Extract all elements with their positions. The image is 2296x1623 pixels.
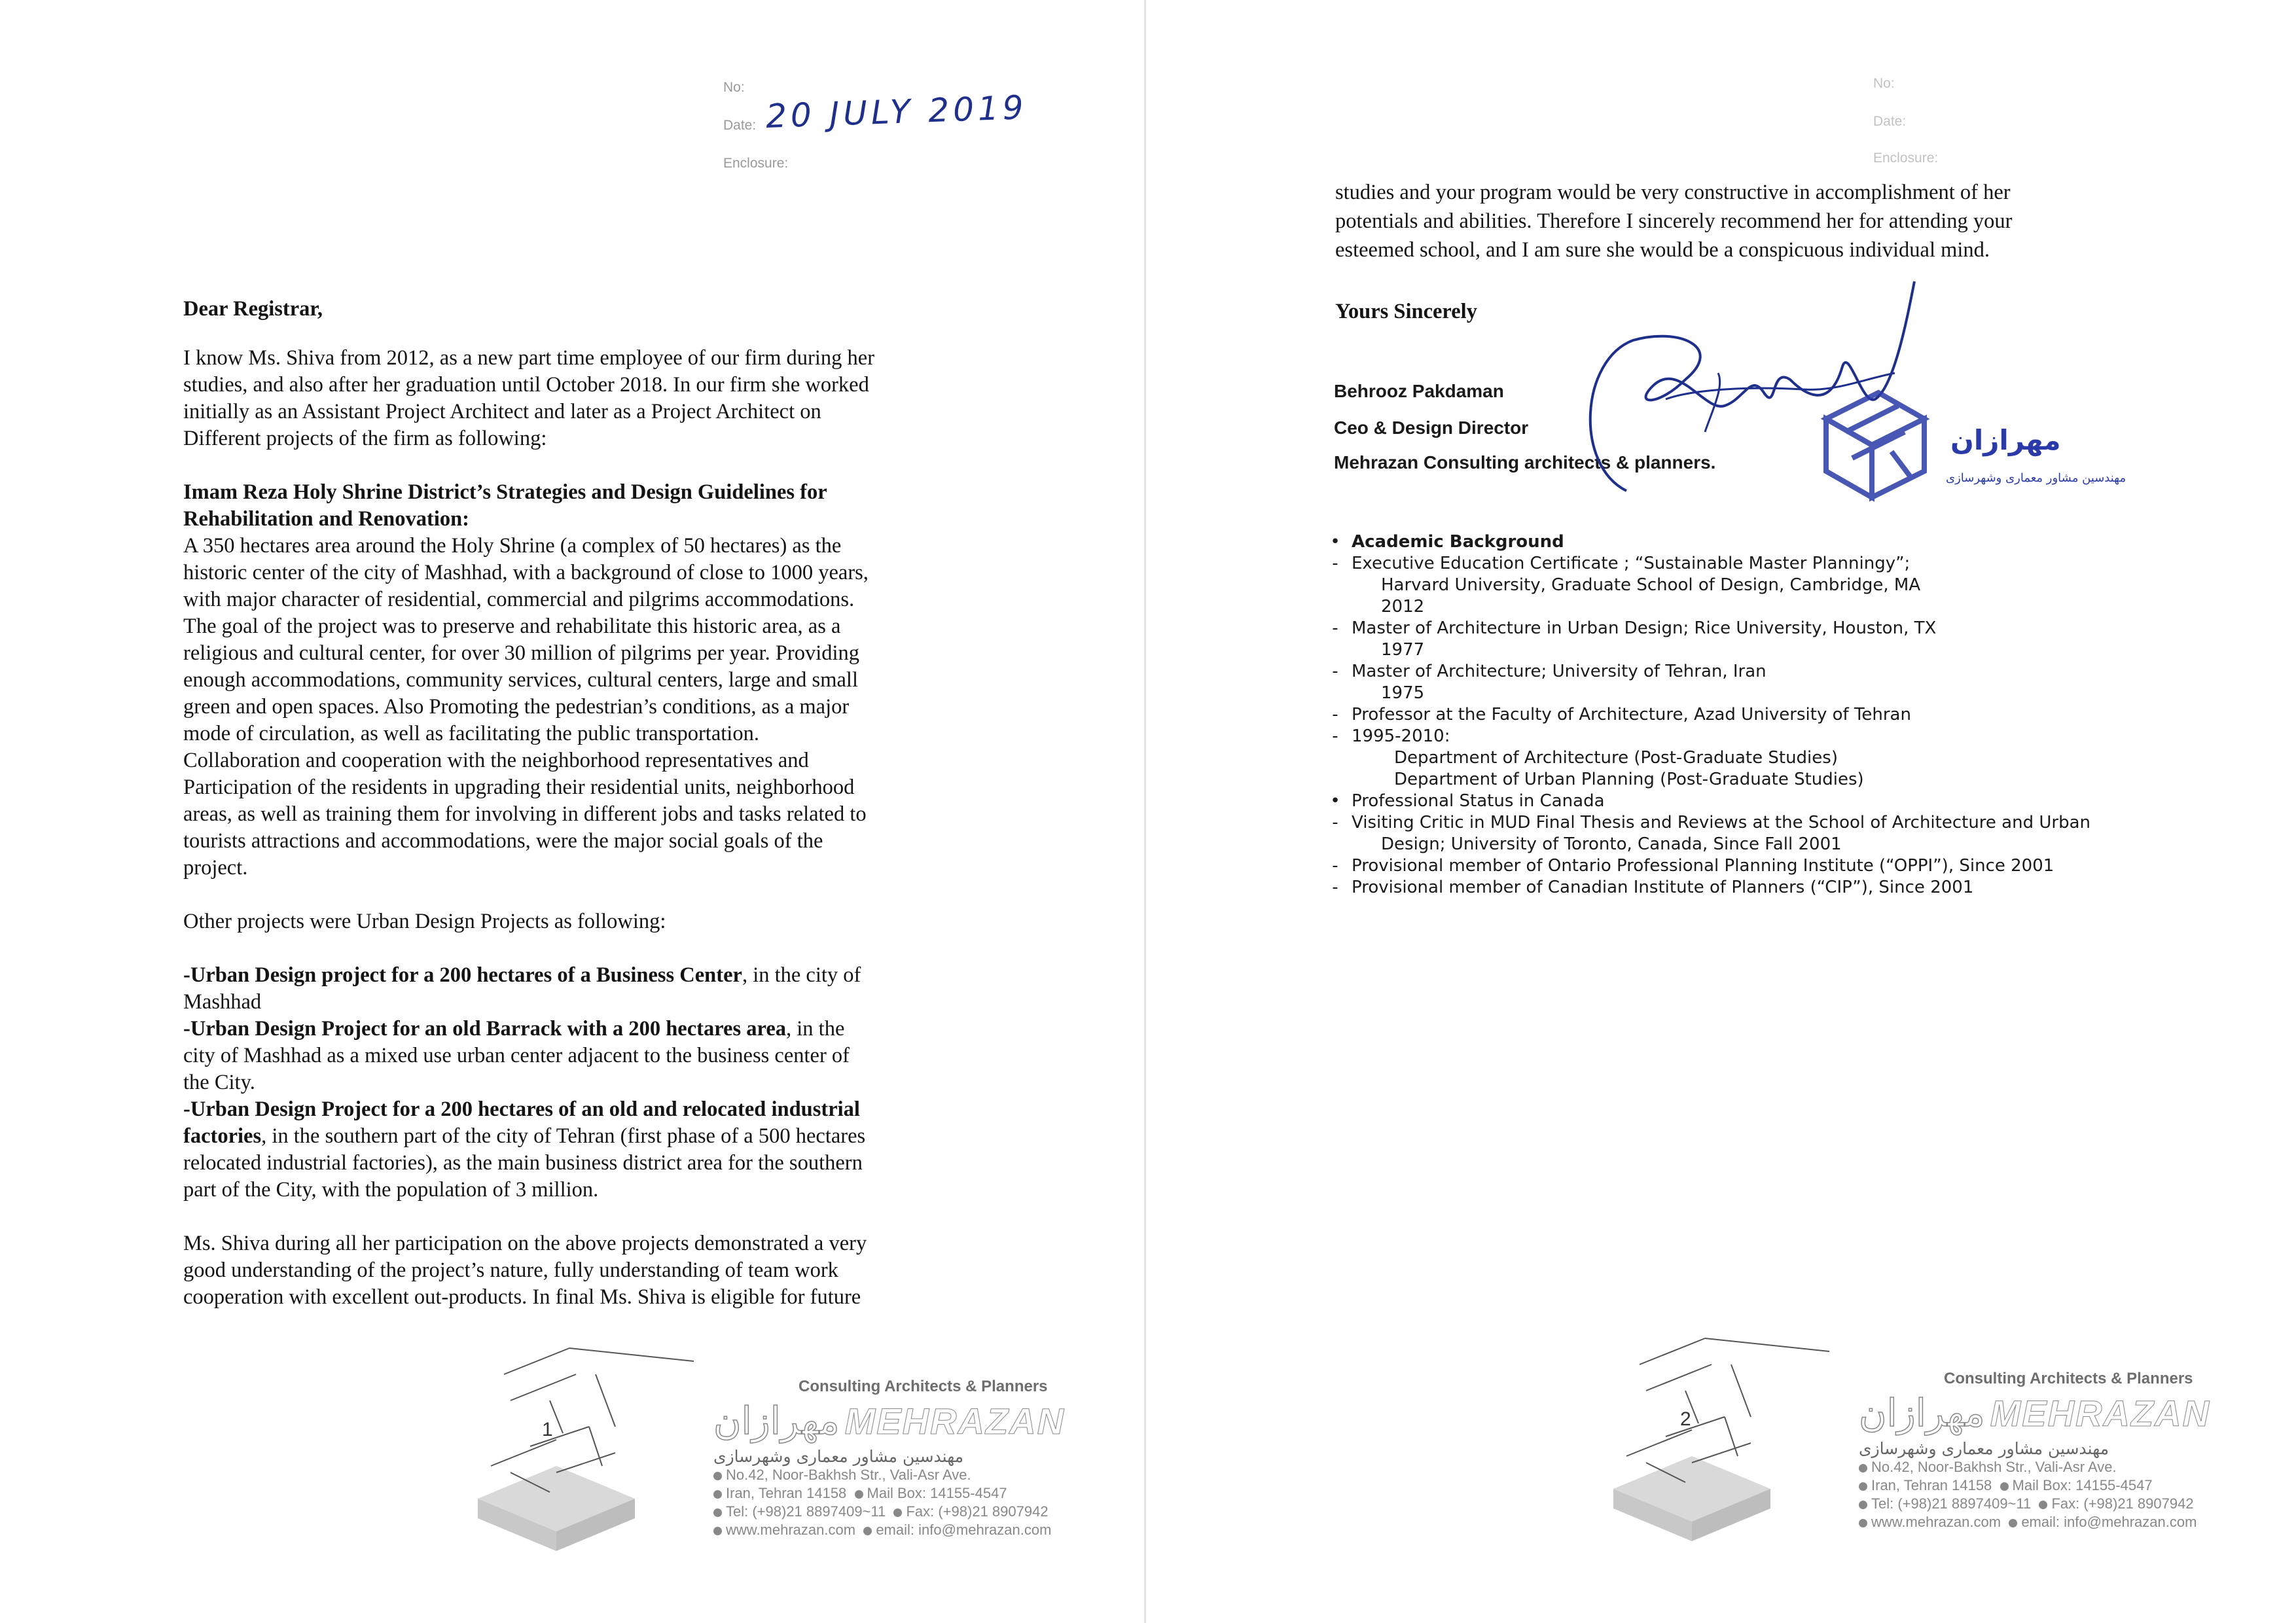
other-project-line: factories, in the southern part of the city of Tehran (first phase of a 500 hectares [183,1124,866,1148]
list-item-detail: Harvard University, Graduate School of Design, Cambridge, MA [1381,575,1921,595]
continuation-line: potentials and abilities. Therefore I sincerely recommend her for attending your [1335,209,2013,233]
closing-line: cooperation with excellent out-products. In final Ms. Shiva is eligible for future [183,1285,861,1309]
brand-logo-text: MEHRAZAN [844,1400,1066,1442]
continuation-line: esteemed school, and I am sure she would be a conspicuous individual mind. [1335,238,1990,262]
list-item: - Visiting Critic in MUD Final Thesis and Reviews at the School of Architecture and Urban [1332,813,2090,832]
footer-address: No.42, Noor-Bakhsh Str., Vali-Asr Ave. Iran, Tehran 14158 Mail Box: 14155-4547 Tel: (+98)21 8897409~11 Fax: (+98)21 8907942 www.mehrazan.com email: info@mehrazan.com [1859,1458,2210,1531]
stamp-farsi-subtitle: مهندسین مشاور معماری وشهرسازی [1946,471,2126,485]
list-item: - Professor at the Faculty of Architecture, Azad University of Tehran [1332,705,1911,724]
footer-farsi-line: مهندسین مشاور معماری وشهرسازی [1859,1439,2109,1458]
academic-background-list [1319,531,2104,899]
list-item-detail: 2012 [1381,597,1425,616]
letterhead-footer [713,1378,1065,1539]
other-project-line: relocated industrial factories), as the main business district area for the southern [183,1151,863,1175]
letter-page-1 [0,0,1142,1623]
brand-farsi-logo: مهرازان [713,1399,840,1443]
footer-address: No.42, Noor-Bakhsh Str., Vali-Asr Ave. Iran, Tehran 14158 Mail Box: 14155-4547 Tel: (+98)21 8897409~11 Fax: (+98)21 8907942 www.mehrazan.com email: info@mehrazan.com [713,1466,1065,1539]
other-project-line: the City. [183,1071,255,1094]
continuation-line: studies and your program would be very constructive in accomplishment of her [1335,181,2011,204]
valediction: Yours Sincerely [1335,300,1477,323]
enclosure-label: Enclosure: [1873,151,1939,166]
no-label: No: [1873,76,1895,91]
handwritten-date: 20 JULY 2019 [765,88,1028,135]
date-label: Date: [1873,114,1907,129]
list-item-detail: 1975 [1381,683,1425,703]
page-number: 1 [542,1419,553,1440]
mehrazan-cube-logo [452,1335,713,1551]
stamp-farsi-brand: مهرازان [1950,424,2061,456]
brand-farsi-logo: مهرازان [1859,1391,1985,1435]
project1-body-line: project. [183,856,248,880]
intro-line: Different projects of the firm as following: [183,427,547,450]
project1-body-line: with major character of residential, commercial and pilgrims accommodations. [183,588,855,611]
signer-title: Ceo & Design Director [1334,418,1529,438]
project1-body-line: A 350 hectares area around the Holy Shrine (a complex of 50 hectares) as the [183,534,842,558]
footer-caption: Consulting Architects & Planners [798,1378,1048,1395]
list-item: - Master of Architecture in Urban Design; Rice University, Houston, TX [1332,618,1937,638]
intro-line: studies, and also after her graduation until October 2018. In our firm she worked [183,373,869,397]
project1-body-line: Collaboration and cooperation with the neighborhood representatives and [183,749,809,772]
no-label: No: [723,80,745,95]
list-item: - Provisional member of Ontario Professional Planning Institute (“OPPI”), Since 2001 [1332,856,2054,876]
list-item: - Provisional member of Canadian Institute of Planners (“CIP”), Since 2001 [1332,878,1974,897]
company-stamp-cube [1806,380,1937,504]
other-project-line: -Urban Design Project for a 200 hectares of an old and relocated industrial [183,1097,860,1121]
letter-body-page-1 [183,296,965,1311]
project1-body-line: areas, as well as training them for involving in different jobs and tasks related to [183,802,867,826]
other-project-line: -Urban Design project for a 200 hectares of a Business Center, in the city of [183,963,861,987]
signer-company: Mehrazan Consulting architects & planners. [1334,452,1716,473]
brand-logo-text: MEHRAZAN [1990,1392,2211,1434]
footer-caption: Consulting Architects & Planners [1944,1370,2193,1387]
project1-title-line: Rehabilitation and Renovation: [183,507,470,531]
list-item: - Master of Architecture; University of Tehran, Iran [1332,662,1767,681]
letter-page-2 [1149,0,2296,1623]
list-subitem: Department of Urban Planning (Post-Graduate Studies) [1394,770,1864,789]
other-project-line: city of Mashhad as a mixed use urban center adjacent to the business center of [183,1044,850,1067]
project1-title-line: Imam Reza Holy Shrine District’s Strategies and Design Guidelines for [183,480,827,504]
other-project-line: -Urban Design Project for an old Barrack with a 200 hectares area, in the [183,1017,845,1041]
project1-body-line: religious and cultural center, for over 30 million of pilgrims per year. Providing [183,641,860,665]
mehrazan-cube-logo [1587,1325,1849,1541]
page-fold [1144,0,1146,1623]
list-item: - Executive Education Certificate ; “Sustainable Master Planningy”; [1332,554,1910,573]
list-item-detail: Design; University of Toronto, Canada, Since Fall 2001 [1381,834,1842,854]
other-projects-intro: Other projects were Urban Design Projects as following: [183,910,666,933]
project1-body-line: Participation of the residents in upgrading their residential units, neighborhood [183,776,855,799]
list-subitem: Department of Architecture (Post-Graduate Studies) [1394,748,1838,768]
closing-line: good understanding of the project’s nature, fully understanding of team work [183,1258,838,1282]
other-project-line: part of the City, with the population of 3 million. [183,1178,599,1202]
intro-line: initially as an Assistant Project Architect and later as a Project Architect on [183,400,821,423]
project1-body-line: mode of circulation, as well as facilitating the public transportation. [183,722,759,745]
list-item-detail: 1977 [1381,640,1425,660]
date-label: Date: [723,118,757,133]
enclosure-label: Enclosure: [723,156,789,171]
signer-name: Behrooz Pakdaman [1334,381,1504,401]
project1-body-line: historic center of the city of Mashhad, with a background of close to 1000 years, [183,561,869,584]
other-project-line: Mashhad [183,990,262,1014]
closing-line: Ms. Shiva during all her participation on the above projects demonstrated a very [183,1232,867,1255]
project1-body-line: green and open spaces. Also Promoting the pedestrian’s conditions, as a major [183,695,850,719]
intro-line: I know Ms. Shiva from 2012, as a new part time employee of our firm during her [183,346,875,370]
page-number: 2 [1680,1408,1691,1430]
footer-farsi-line: مهندسین مشاور معماری وشهرسازی [713,1447,964,1466]
project1-body-line: tourists attractions and accommodations, were the major social goals of the [183,829,823,853]
list-heading: • Professional Status in Canada [1330,791,1605,811]
list-heading: • Academic Background [1330,532,1564,552]
letterhead-footer [1859,1370,2210,1531]
list-item: - 1995-2010: [1332,726,1450,746]
salutation: Dear Registrar, [183,297,323,321]
project1-body-line: enough accommodations, community services, cultural centers, large and small [183,668,858,692]
project1-body-line: The goal of the project was to preserve and rehabilitate this historic area, as a [183,615,841,638]
